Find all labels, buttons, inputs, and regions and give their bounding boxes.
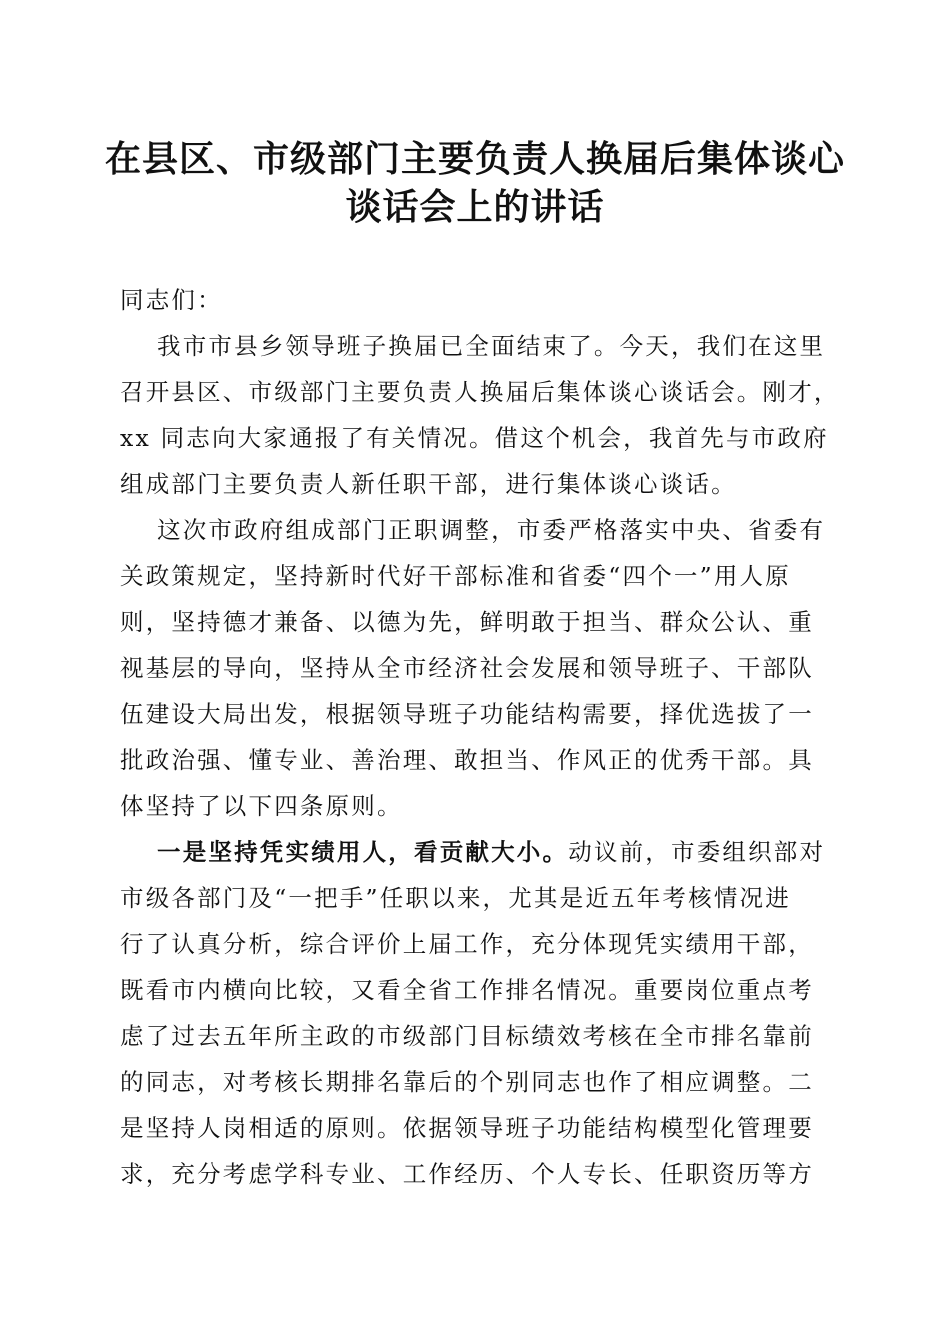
- paragraph-1-line-3: xx 同志向大家通报了有关情况。借这个机会，我首先与市政府: [120, 424, 829, 452]
- salutation: 同志们：: [120, 286, 223, 314]
- paragraph-2-line-7: 体坚持了以下四条原则。: [120, 792, 403, 820]
- document-body: [120, 277, 840, 1197]
- paragraph-1-line-4: 组成部门主要负责人新任职干部，进行集体谈心谈话。: [120, 470, 737, 498]
- paragraph-3-line-6: 的同志，对考核长期排名靠后的个别同志也作了相应调整。二: [120, 1068, 814, 1096]
- paragraph-3-line-8: 求，充分考虑学科专业、工作经历、个人专长、任职资历等方: [120, 1160, 814, 1188]
- title-line-2: 谈话会上的讲话: [345, 186, 605, 228]
- paragraph-3-line-7: 是坚持人岗相适的原则。依据领导班子功能结构模型化管理要: [120, 1114, 814, 1142]
- paragraph-3-line-2: 市级各部门及“一把手”任职以来，尤其是近五年考核情况进: [120, 884, 791, 912]
- paragraph-2-line-5: 伍建设大局出发，根据领导班子功能结构需要，择优选拔了一: [120, 700, 814, 728]
- paragraph-2-line-3: 则，坚持德才兼备、以德为先，鲜明敢于担当、群众公认、重: [120, 608, 814, 636]
- title-line-1: 在县区、市级部门主要负责人换届后集体谈心: [104, 138, 845, 180]
- paragraph-3-line-5: 虑了过去五年所主政的市级部门目标绩效考核在全市排名靠前: [120, 1022, 814, 1050]
- principle-one-heading: 一是坚持凭实绩用人，看贡献大小。: [157, 838, 569, 866]
- paragraph-3-line-1-rest: 动议前，市委组织部对: [568, 838, 826, 866]
- paragraph-3-line-3: 行了认真分析，综合评价上届工作，充分体现凭实绩用干部，: [120, 930, 814, 958]
- paragraph-2-line-4: 视基层的导向，坚持从全市经济社会发展和领导班子、干部队: [120, 654, 814, 682]
- document-title: [100, 135, 850, 231]
- paragraph-1-line-2: 召开县区、市级部门主要负责人换届后集体谈心谈话会。刚才，: [120, 378, 840, 406]
- paragraph-2-line-6: 批政治强、懂专业、善治理、敢担当、作风正的优秀干部。具: [120, 746, 814, 774]
- paragraph-3-line-1: [120, 829, 832, 875]
- paragraph-3-line-4: 既看市内横向比较，又看全省工作排名情况。重要岗位重点考: [120, 976, 814, 1004]
- paragraph-2-line-2: 关政策规定，坚持新时代好干部标准和省委“四个一”用人原: [120, 562, 791, 590]
- paragraph-2-line-1: 这次市政府组成部门正职调整，市委严格落实中央、省委有: [157, 516, 826, 544]
- paragraph-1-line-1: 我市市县乡领导班子换届已全面结束了。今天，我们在这里: [157, 332, 826, 360]
